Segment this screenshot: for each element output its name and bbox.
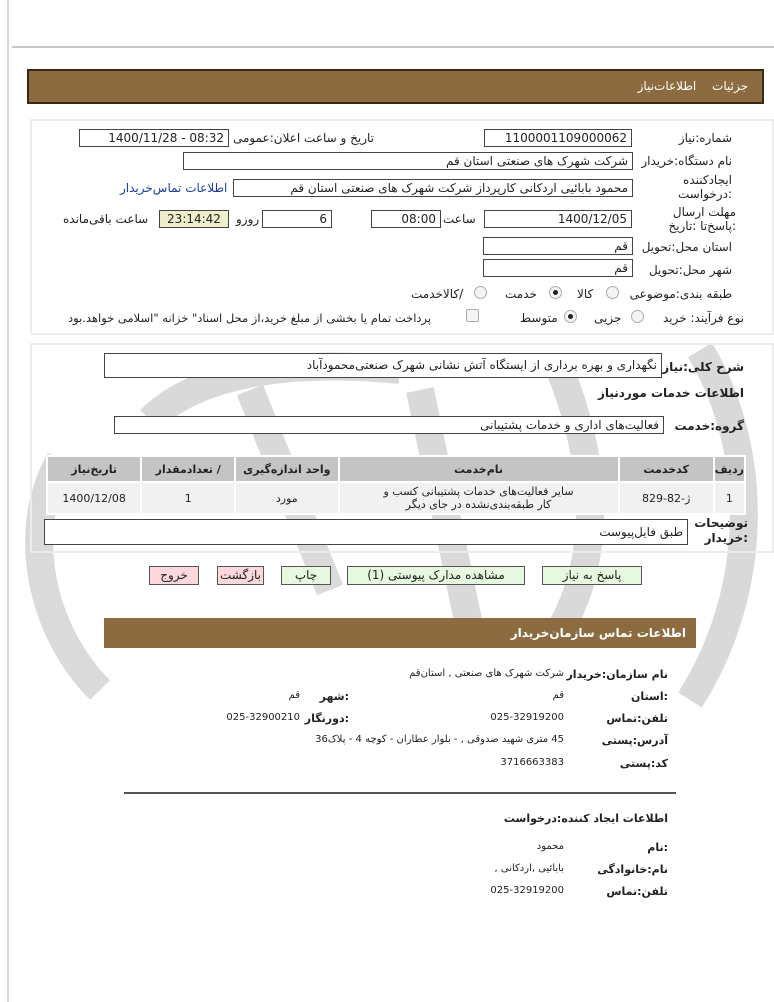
org-label: نام سازمان:خریدار (566, 668, 668, 681)
treasury-note: پرداخت تمام یا بخشی از مبلغ خرید،از محل اسناد" خزانه "اسلامی خواهد.بود (68, 311, 432, 325)
buyer-label: نام دستگاه:خریدار (641, 154, 732, 168)
province-label: :استان (631, 690, 668, 703)
buyer-field[interactable]: شرکت شهرک های صنعتی استان قم (183, 152, 633, 170)
creator-family-label: نام:خانوادگی (597, 863, 668, 876)
page-header-bar (27, 69, 764, 104)
col-unit: واحد اندازه‌گیری (236, 457, 337, 481)
left-border (7, 0, 9, 1002)
table-row (48, 483, 744, 513)
days-label: روزو (236, 212, 260, 226)
remaining-time-label: ساعت باقی‌مانده (63, 212, 149, 226)
buyer-notes-field: طبق فایل‌پیوست (44, 519, 688, 545)
tab-need-info[interactable]: اطلاعات‌نیاز (637, 79, 697, 93)
creator-field[interactable]: محمود بابائیی اردکانی کارپرداز شرکت شهرک های صنعتی استان قم (233, 179, 633, 197)
cell-service-name: سایر فعالیت‌های خدمات پشتیبانی کسب و کار طبقه‌بندی‌نشده در جای دیگر (340, 483, 618, 513)
creator-label: ایجادکننده :درخواست (678, 173, 732, 201)
province-value: قم (552, 690, 564, 701)
radio-goods-service-label: /کالاخدمت (411, 287, 464, 301)
buyer-notes-label: توضیحات :خریدار (694, 516, 748, 545)
phone-label: تلفن:تماس (606, 712, 668, 725)
need-number-label: شماره:نیاز (678, 131, 732, 145)
radio-medium[interactable] (564, 310, 577, 323)
buyer-contact-header: اطلاعات تماس سازمان‌خریدار (104, 618, 696, 648)
city-value: قم (288, 690, 300, 701)
col-need-date: تاریخ‌نیاز (48, 457, 140, 481)
radio-medium-label: متوسط (520, 311, 558, 325)
reply-button[interactable]: پاسخ به نیاز (542, 566, 642, 585)
phone-value: 025-32919200 (490, 712, 564, 723)
announce-date-field[interactable]: 1400/11/28 - 08:32 (79, 129, 229, 147)
radio-service[interactable] (549, 286, 562, 299)
section-divider (124, 792, 676, 794)
deadline-date-field[interactable]: 1400/12/05 (484, 210, 632, 228)
deadline-time-field[interactable]: 08:00 (371, 210, 441, 228)
creator-info-heading: اطلاعات ایجاد کننده:درخواست (503, 812, 668, 825)
need-number-field[interactable]: 1100001109000062 (484, 129, 632, 147)
radio-goods-label: کالا (577, 287, 594, 301)
table-header-row (48, 457, 744, 481)
back-button[interactable]: بازگشت (217, 566, 264, 585)
city-label: :شهر (319, 690, 349, 703)
address-value: 45 متری شهید صدوقی , - بلوار عطاران - کوچه 4 - پلاک36 (315, 734, 564, 745)
remaining-time-field: 23:14:42 (159, 210, 229, 228)
announce-date-label: تاریخ و ساعت اعلان:عمومی (232, 131, 374, 145)
services-heading: اطلاعات خدمات موردنیاز (597, 386, 744, 400)
service-group-label: گروه:خدمت (674, 419, 744, 433)
fax-label: :دورنگار (304, 712, 349, 725)
exit-button[interactable]: خروج (149, 566, 199, 585)
creator-phone-label: تلفن:تماس (606, 885, 668, 898)
buyer-contact-link[interactable]: اطلاعات تماس‌خریدار (120, 181, 228, 195)
view-attachments-button[interactable]: مشاهده مدارک پیوستی (1) (347, 566, 525, 585)
radio-minor[interactable] (631, 310, 644, 323)
cell-need-date: 1400/12/08 (48, 483, 140, 513)
radio-goods[interactable] (606, 286, 619, 299)
service-group-field: فعالیت‌های اداری و خدمات پشتیبانی (114, 416, 664, 434)
address-label: آدرس:پستی (601, 734, 668, 747)
delivery-province-label: استان محل:تحویل (641, 240, 732, 254)
col-quantity: / تعدادمقدار (142, 457, 234, 481)
col-service-name: نام‌خدمت (340, 457, 618, 481)
days-remaining-field: 6 (262, 210, 332, 228)
delivery-city-field[interactable]: قم (483, 259, 633, 277)
tab-details[interactable]: جزئیات (712, 79, 748, 93)
summary-field: نگهداری و بهره برداری از ایستگاه آتش نشانی شهرک صنعتی‌محمودآباد (104, 353, 662, 378)
summary-label: شرح کلی:نیاز (662, 360, 744, 374)
deadline-time-label: ساعت (443, 212, 476, 226)
postal-code-value: 3716663383 (500, 757, 564, 768)
org-value: شرکت شهرک های صنعتی , استان‌قم (409, 668, 564, 679)
deadline-label: مهلت ارسال :پاسخ‌تا :تاریخ (668, 205, 736, 233)
creator-name-label: :نام (647, 841, 668, 854)
fax-value: 025-32900210 (226, 712, 300, 723)
cell-quantity: 1 (142, 483, 234, 513)
print-button[interactable]: چاپ (281, 566, 331, 585)
category-label: طبقه بندی:موضوعی (629, 287, 732, 301)
cell-unit: مورد (236, 483, 337, 513)
top-divider (12, 46, 774, 48)
treasury-checkbox[interactable] (466, 309, 479, 322)
radio-minor-label: جزیی (594, 311, 622, 325)
postal-code-label: کد:پستی (619, 757, 668, 770)
delivery-city-label: شهر محل:تحویل (648, 263, 732, 277)
services-table (46, 455, 746, 515)
creator-family-value: بابائیی ,اردکانی , (494, 863, 564, 874)
creator-phone-value: 025-32919200 (490, 885, 564, 896)
radio-service-label: خدمت (505, 287, 537, 301)
process-type-label: نوع فرآیند: خرید (663, 311, 744, 325)
cell-service-code: ژ-82-829 (620, 483, 713, 513)
delivery-province-field[interactable]: قم (483, 237, 633, 255)
col-service-code: کدخدمت (620, 457, 713, 481)
cell-row: 1 (715, 483, 744, 513)
radio-goods-service[interactable] (474, 286, 487, 299)
col-row: ردیف (715, 457, 744, 481)
creator-name-value: محمود (536, 841, 564, 852)
